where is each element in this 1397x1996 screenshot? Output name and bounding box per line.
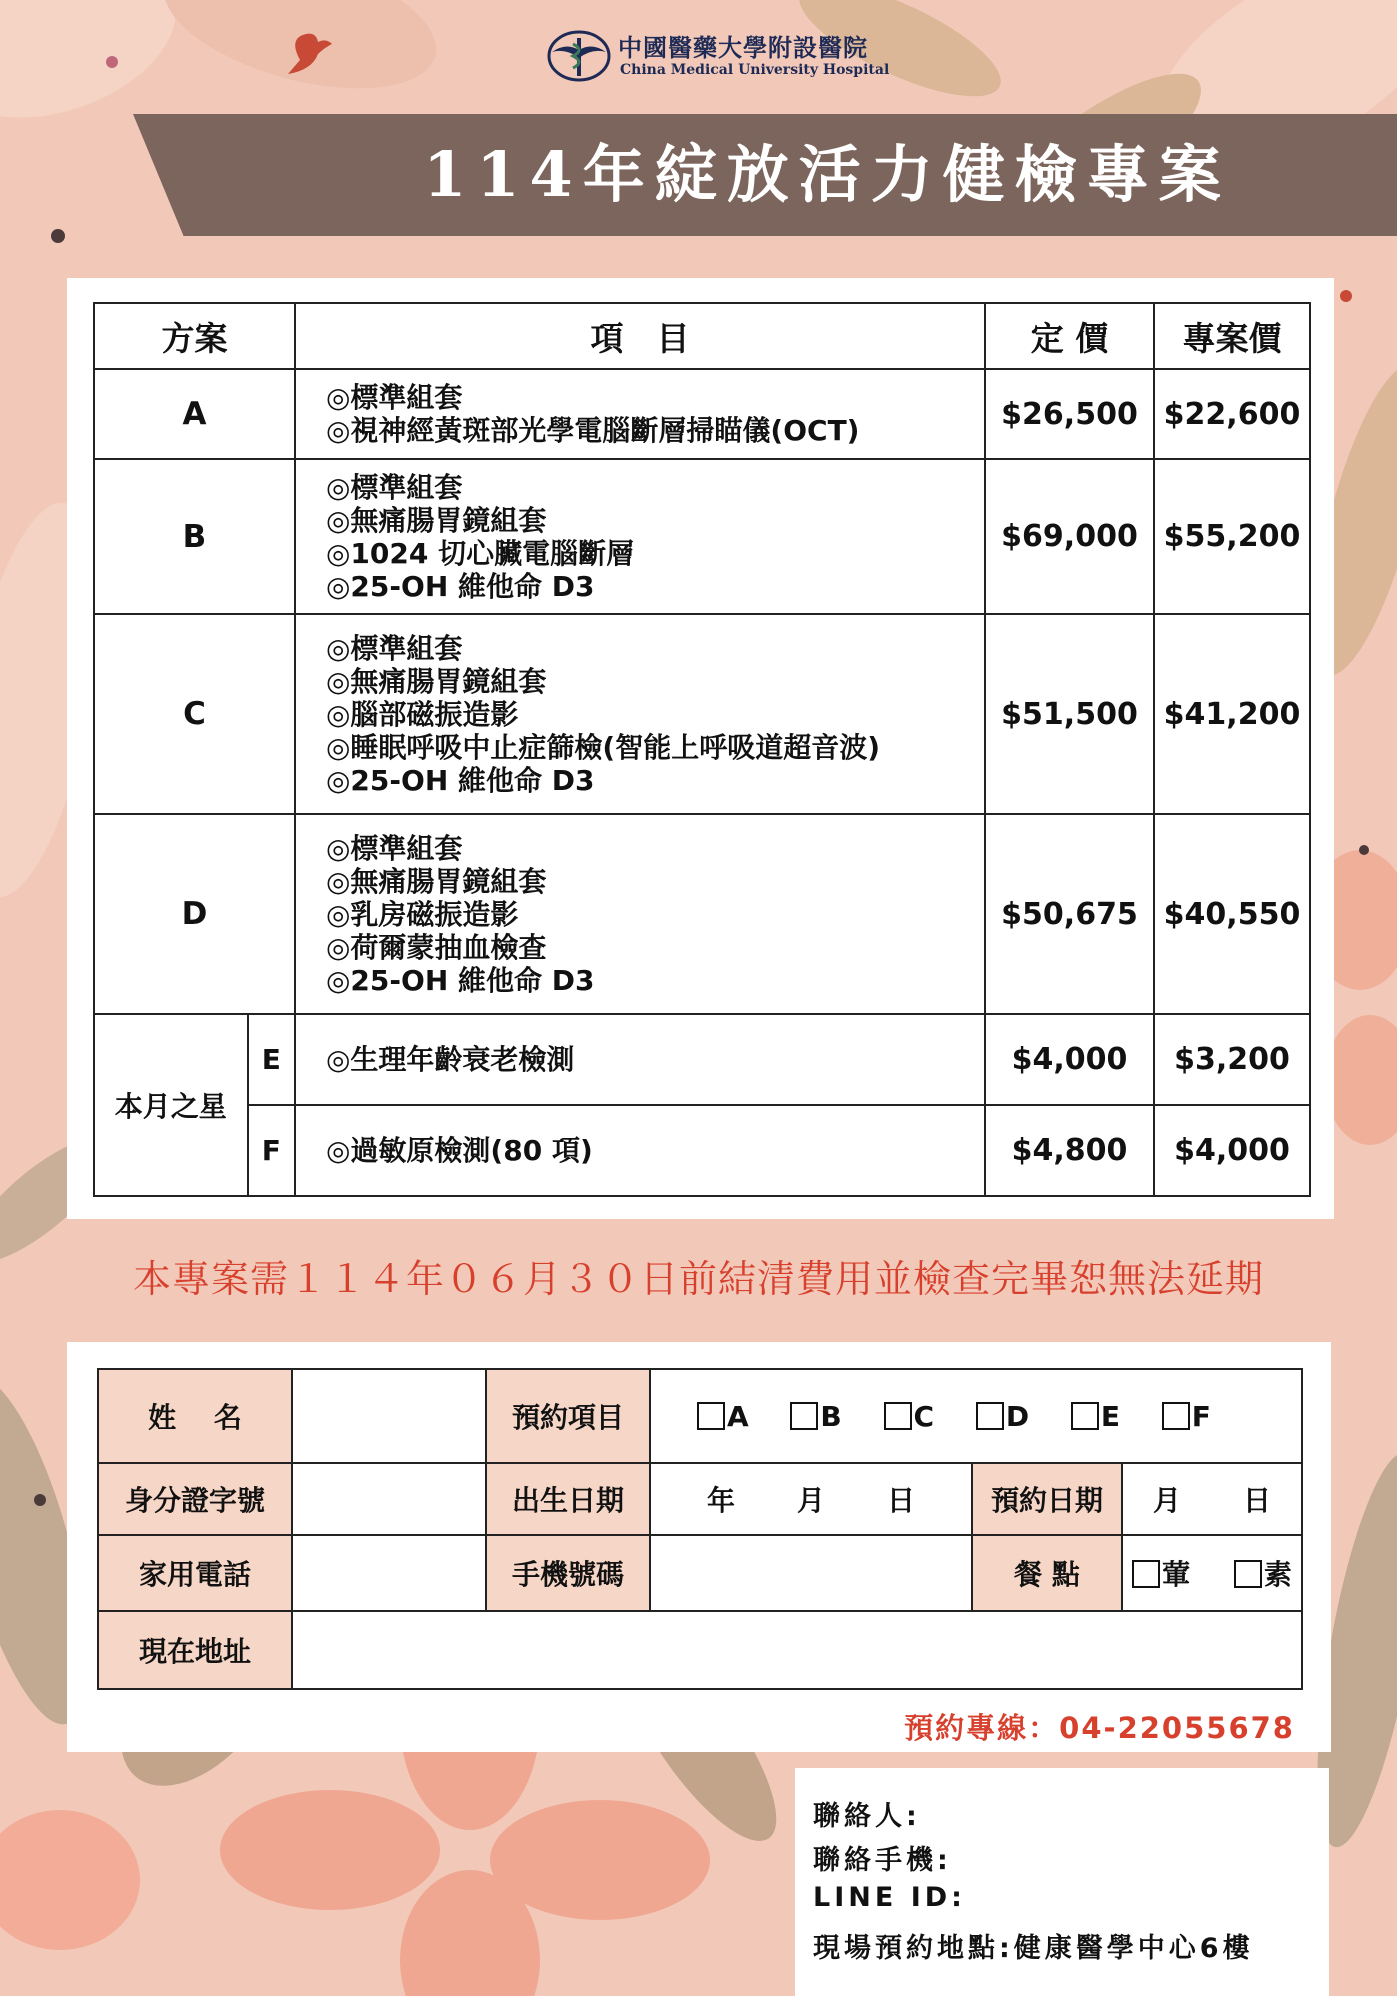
form-row-address	[98, 1611, 1302, 1689]
plan-price: $26,500	[985, 369, 1154, 459]
header-plan: 方案	[94, 303, 295, 369]
form-row-phone	[98, 1535, 1302, 1611]
plan-price: $50,675	[985, 814, 1154, 1014]
plan-items	[295, 1105, 985, 1196]
option-label: E	[1100, 1399, 1120, 1433]
option-label: F	[1191, 1399, 1211, 1433]
birth-date-input[interactable]	[650, 1463, 972, 1535]
onsite-booking-location: 現場預約地點:健康醫學中心6樓	[813, 1933, 1254, 1964]
plan-price: $4,800	[985, 1105, 1154, 1196]
plan-row-a	[94, 369, 1310, 459]
contact-box	[795, 1768, 1329, 1996]
plan-item: ◎腦部磁振造影	[326, 697, 519, 731]
plan-items	[295, 814, 985, 1014]
address-label: 現在地址	[98, 1611, 292, 1689]
meal-label: 餐 點	[972, 1535, 1122, 1611]
option-label: C	[913, 1399, 935, 1433]
appt-day-unit: 日	[1243, 1484, 1272, 1517]
address-input[interactable]	[292, 1611, 1302, 1689]
meal-veg-checkbox[interactable]	[1234, 1558, 1292, 1591]
plan-special-price: $40,550	[1154, 814, 1310, 1014]
plan-special-price: $55,200	[1154, 459, 1310, 614]
id-input[interactable]	[292, 1463, 486, 1535]
form-row-name	[98, 1369, 1302, 1463]
birth-year-unit: 年	[706, 1484, 735, 1517]
plan-item: ◎25-OH 維他命 D3	[326, 763, 595, 797]
hospital-emblem-icon	[546, 28, 612, 84]
checkbox-icon	[1071, 1402, 1099, 1430]
plan-special-price: $4,000	[1154, 1105, 1310, 1196]
option-a-checkbox[interactable]	[697, 1400, 749, 1433]
option-f-checkbox[interactable]	[1162, 1400, 1211, 1433]
plans-header-row	[94, 303, 1310, 369]
form-row-id	[98, 1463, 1302, 1535]
plan-item: ◎標準組套	[326, 470, 463, 504]
plan-row-d	[94, 814, 1310, 1014]
plan-item: ◎25-OH 維他命 D3	[326, 569, 595, 603]
title-wrapper	[133, 114, 1397, 236]
contact-line-id: LINE ID:	[813, 1882, 966, 1913]
hospital-name-zh: 中國醫藥大學附設醫院	[618, 33, 868, 62]
checkbox-icon	[697, 1402, 725, 1430]
option-label: B	[820, 1399, 842, 1433]
plan-code: E	[248, 1014, 295, 1105]
plan-items	[295, 614, 985, 814]
plan-items	[295, 1014, 985, 1105]
meal-options	[1122, 1535, 1302, 1611]
option-d-checkbox[interactable]	[976, 1400, 1029, 1433]
hospital-name-en: China Medical University Hospital	[620, 62, 890, 78]
option-label: A	[727, 1399, 749, 1433]
home-phone-label: 家用電話	[98, 1535, 292, 1611]
plan-item: ◎視神經黃斑部光學電腦斷層掃瞄儀(OCT)	[326, 414, 860, 447]
plan-item: ◎標準組套	[326, 631, 463, 665]
plan-items	[295, 369, 985, 459]
appt-date-input[interactable]	[1122, 1463, 1302, 1535]
booking-form-panel	[67, 1342, 1331, 1752]
option-label: D	[1005, 1399, 1030, 1433]
home-phone-input[interactable]	[292, 1535, 486, 1611]
meal-option-label: 素	[1263, 1558, 1292, 1591]
birth-month-unit: 月	[796, 1484, 825, 1517]
name-label: 姓 名	[98, 1369, 292, 1463]
birth-label: 出生日期	[486, 1463, 650, 1535]
plans-panel	[67, 278, 1334, 1219]
booking-item-options	[650, 1369, 1302, 1463]
plan-item: ◎1024 切心臟電腦斷層	[326, 536, 635, 570]
header-items: 項 目	[295, 303, 985, 369]
plan-price: $51,500	[985, 614, 1154, 814]
plan-price: $69,000	[985, 459, 1154, 614]
meal-meat-checkbox[interactable]	[1132, 1558, 1190, 1591]
plan-item: ◎乳房磁振造影	[326, 897, 519, 931]
plan-code: B	[94, 459, 295, 614]
plan-code: C	[94, 614, 295, 814]
plan-special-price: $22,600	[1154, 369, 1310, 459]
contact-person: 聯絡人:	[813, 1801, 921, 1832]
option-e-checkbox[interactable]	[1071, 1400, 1120, 1433]
plan-row-f	[94, 1105, 1310, 1196]
option-c-checkbox[interactable]	[884, 1400, 935, 1433]
plan-items	[295, 459, 985, 614]
plan-item: ◎無痛腸胃鏡組套	[326, 864, 547, 898]
plan-row-c	[94, 614, 1310, 814]
plans-table	[93, 302, 1311, 1197]
checkbox-icon	[1234, 1560, 1262, 1588]
plan-special-price: $41,200	[1154, 614, 1310, 814]
plan-item: ◎過敏原檢測(80 項)	[326, 1134, 593, 1167]
birth-day-unit: 日	[887, 1484, 916, 1517]
plan-code: A	[94, 369, 295, 459]
mobile-label: 手機號碼	[486, 1535, 650, 1611]
plan-special-price: $3,200	[1154, 1014, 1310, 1105]
plan-row-e	[94, 1014, 1310, 1105]
plan-item: ◎睡眠呼吸中止症篩檢(智能上呼吸道超音波)	[326, 730, 881, 764]
appt-date-label: 預約日期	[972, 1463, 1122, 1535]
booking-hotline: 預約專線：04-22055678	[904, 1711, 1295, 1745]
plan-item: ◎無痛腸胃鏡組套	[326, 503, 547, 537]
contact-mobile: 聯絡手機:	[813, 1845, 952, 1876]
plan-item: ◎25-OH 維他命 D3	[326, 963, 595, 997]
checkbox-icon	[976, 1402, 1004, 1430]
plan-code: F	[248, 1105, 295, 1196]
checkbox-icon	[884, 1402, 912, 1430]
hospital-logo	[546, 26, 890, 86]
checkbox-icon	[1132, 1560, 1160, 1588]
option-b-checkbox[interactable]	[790, 1400, 841, 1433]
header-special: 專案價	[1154, 303, 1310, 369]
plan-price: $4,000	[985, 1014, 1154, 1105]
checkbox-icon	[790, 1402, 818, 1430]
checkbox-icon	[1162, 1402, 1190, 1430]
plan-item: ◎無痛腸胃鏡組套	[326, 664, 547, 698]
plan-item: ◎荷爾蒙抽血檢查	[326, 930, 547, 964]
deadline-notice: 本專案需１１４年０６月３０日前結清費用並檢查完畢恕無法延期	[132, 1257, 1264, 1301]
booking-item-label: 預約項目	[486, 1369, 650, 1463]
star-of-month-label: 本月之星	[94, 1014, 248, 1196]
mobile-input[interactable]	[650, 1535, 972, 1611]
meal-option-label: 葷	[1162, 1558, 1191, 1591]
header-price: 定 價	[985, 303, 1154, 369]
booking-form-table	[97, 1368, 1303, 1690]
plan-item: ◎標準組套	[326, 831, 463, 865]
plan-item: ◎標準組套	[326, 381, 463, 414]
plan-item: ◎生理年齡衰老檢測	[326, 1043, 575, 1076]
appt-month-unit: 月	[1152, 1484, 1181, 1517]
name-input[interactable]	[292, 1369, 486, 1463]
page-title: 114年綻放活力健檢專案	[423, 138, 1231, 211]
id-label: 身分證字號	[98, 1463, 292, 1535]
plan-row-b	[94, 459, 1310, 614]
plan-code: D	[94, 814, 295, 1014]
